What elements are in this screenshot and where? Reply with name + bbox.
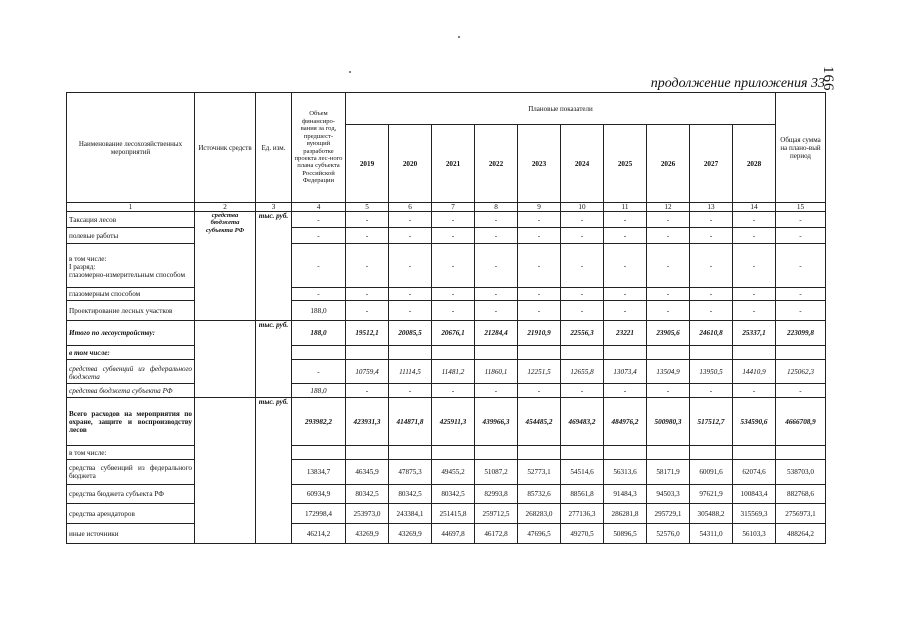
- value-cell: 277136,3: [561, 504, 604, 524]
- value-cell: -: [432, 212, 475, 228]
- value-cell: -: [690, 301, 733, 321]
- value-cell: 13073,4: [604, 360, 647, 384]
- value-cell: -: [604, 212, 647, 228]
- value-cell: -: [292, 228, 346, 244]
- header-year: 2022: [475, 125, 518, 203]
- value-cell: 488264,2: [776, 524, 826, 544]
- header-year: 2024: [561, 125, 604, 203]
- table-row: [67, 384, 826, 398]
- value-cell: [292, 446, 346, 460]
- value-cell: -: [432, 288, 475, 301]
- header-year: 2019: [346, 125, 389, 203]
- value-cell: -: [776, 212, 826, 228]
- source-cell: средства бюджета субъекта РФ: [195, 212, 256, 321]
- value-cell: 425911,3: [432, 398, 475, 446]
- value-cell: [690, 346, 733, 360]
- value-cell: 60091,6: [690, 460, 733, 485]
- value-cell: [389, 346, 432, 360]
- value-cell: -: [389, 244, 432, 288]
- value-cell: 52576,0: [647, 524, 690, 544]
- table-row: [67, 244, 826, 288]
- column-number: 12: [647, 203, 690, 212]
- value-cell: -: [561, 384, 604, 398]
- row-name: Проектирование лесных участков: [67, 301, 195, 321]
- scan-speck: [458, 36, 460, 38]
- header-year: 2027: [690, 125, 733, 203]
- value-cell: 295729,1: [647, 504, 690, 524]
- column-number: 8: [475, 203, 518, 212]
- header-year: 2028: [733, 125, 776, 203]
- value-cell: -: [518, 212, 561, 228]
- value-cell: [432, 346, 475, 360]
- table-row: [67, 524, 826, 544]
- value-cell: -: [432, 244, 475, 288]
- value-cell: 51087,2: [475, 460, 518, 485]
- header-unit: Ед. изм.: [256, 93, 292, 203]
- value-cell: 47696,5: [518, 524, 561, 544]
- value-cell: 305488,2: [690, 504, 733, 524]
- row-name: средства арендаторов: [67, 504, 195, 524]
- value-cell: 21284,4: [475, 321, 518, 346]
- value-cell: 4666708,9: [776, 398, 826, 446]
- value-cell: [389, 446, 432, 460]
- value-cell: 91484,3: [604, 485, 647, 504]
- header-planned: Плановые показатели: [346, 93, 776, 125]
- value-cell: 100843,4: [733, 485, 776, 504]
- value-cell: 80342,5: [389, 485, 432, 504]
- value-cell: 315569,3: [733, 504, 776, 524]
- value-cell: 188,0: [292, 321, 346, 346]
- value-cell: 2756973,1: [776, 504, 826, 524]
- value-cell: 11481,2: [432, 360, 475, 384]
- value-cell: -: [432, 228, 475, 244]
- scan-speck: [349, 71, 351, 73]
- value-cell: 13834,7: [292, 460, 346, 485]
- value-cell: 60934,9: [292, 485, 346, 504]
- column-number: 14: [733, 203, 776, 212]
- value-cell: [346, 346, 389, 360]
- value-cell: 46172,8: [475, 524, 518, 544]
- value-cell: 14410,9: [733, 360, 776, 384]
- value-cell: -: [647, 301, 690, 321]
- value-cell: -: [776, 244, 826, 288]
- value-cell: 43269,9: [389, 524, 432, 544]
- value-cell: 47875,3: [389, 460, 432, 485]
- table-row: [67, 288, 826, 301]
- row-name: средства субвенций из федерального бюджета: [67, 360, 195, 384]
- header-year: 2025: [604, 125, 647, 203]
- unit-cell: тыс. руб.: [256, 212, 292, 321]
- value-cell: -: [518, 228, 561, 244]
- value-cell: 243384,1: [389, 504, 432, 524]
- table-row: [67, 485, 826, 504]
- value-cell: -: [475, 301, 518, 321]
- value-cell: -: [389, 288, 432, 301]
- value-cell: [604, 346, 647, 360]
- value-cell: 414871,8: [389, 398, 432, 446]
- row-name: средства бюджета субъекта РФ: [67, 485, 195, 504]
- value-cell: [475, 446, 518, 460]
- value-cell: -: [346, 384, 389, 398]
- column-number: 7: [432, 203, 475, 212]
- value-cell: [776, 346, 826, 360]
- value-cell: -: [292, 212, 346, 228]
- value-cell: 500980,3: [647, 398, 690, 446]
- value-cell: -: [647, 288, 690, 301]
- column-number: 15: [776, 203, 826, 212]
- table-row: [67, 212, 826, 228]
- value-cell: 534590,6: [733, 398, 776, 446]
- value-cell: -: [690, 228, 733, 244]
- value-cell: -: [432, 384, 475, 398]
- value-cell: -: [292, 360, 346, 384]
- value-cell: 11114,5: [389, 360, 432, 384]
- value-cell: 439966,3: [475, 398, 518, 446]
- table-row: [67, 346, 826, 360]
- column-number: 1: [67, 203, 195, 212]
- value-cell: -: [475, 212, 518, 228]
- value-cell: 97621,9: [690, 485, 733, 504]
- value-cell: 56103,3: [733, 524, 776, 544]
- row-name: Всего расходов на мероприятия по охране, защите и воспроизводству лесов: [67, 398, 195, 446]
- value-cell: -: [346, 301, 389, 321]
- value-cell: -: [647, 228, 690, 244]
- table-row: [67, 301, 826, 321]
- value-cell: 423931,3: [346, 398, 389, 446]
- value-cell: -: [776, 384, 826, 398]
- value-cell: 80342,5: [346, 485, 389, 504]
- value-cell: -: [389, 212, 432, 228]
- value-cell: 20085,5: [389, 321, 432, 346]
- column-number: 3: [256, 203, 292, 212]
- value-cell: -: [561, 301, 604, 321]
- value-cell: 172998,4: [292, 504, 346, 524]
- value-cell: -: [518, 288, 561, 301]
- value-cell: -: [346, 228, 389, 244]
- table-row: [67, 446, 826, 460]
- unit-cell: тыс. руб.: [256, 321, 292, 398]
- value-cell: -: [647, 244, 690, 288]
- row-name: в том числе:: [67, 446, 195, 460]
- column-number: 5: [346, 203, 389, 212]
- value-cell: -: [475, 244, 518, 288]
- value-cell: -: [475, 288, 518, 301]
- value-cell: -: [733, 212, 776, 228]
- row-name: Итого по лесоустройству:: [67, 321, 195, 346]
- header-volume: Объем финансиро-вания за год, предшест-вующий разработке проекта лес-ного плана субъекта Российской Федерации: [292, 93, 346, 203]
- value-cell: -: [604, 228, 647, 244]
- value-cell: -: [604, 384, 647, 398]
- value-cell: -: [733, 244, 776, 288]
- value-cell: 85732,6: [518, 485, 561, 504]
- value-cell: -: [346, 288, 389, 301]
- column-number: 10: [561, 203, 604, 212]
- value-cell: [733, 446, 776, 460]
- value-cell: 125062,3: [776, 360, 826, 384]
- value-cell: 46214,2: [292, 524, 346, 544]
- value-cell: -: [647, 212, 690, 228]
- value-cell: [647, 346, 690, 360]
- value-cell: [432, 446, 475, 460]
- header-name: Наименование лесохозяйственных мероприятий: [67, 93, 195, 203]
- value-cell: 25337,1: [733, 321, 776, 346]
- value-cell: 469483,2: [561, 398, 604, 446]
- column-number: 6: [389, 203, 432, 212]
- value-cell: 538703,0: [776, 460, 826, 485]
- value-cell: -: [389, 384, 432, 398]
- value-cell: 21910,9: [518, 321, 561, 346]
- value-cell: -: [292, 244, 346, 288]
- value-cell: 268283,0: [518, 504, 561, 524]
- value-cell: 454485,2: [518, 398, 561, 446]
- value-cell: 19512,1: [346, 321, 389, 346]
- column-number: 13: [690, 203, 733, 212]
- value-cell: 54311,0: [690, 524, 733, 544]
- value-cell: 517512,7: [690, 398, 733, 446]
- header-year: 2026: [647, 125, 690, 203]
- value-cell: 44697,8: [432, 524, 475, 544]
- table-row: [67, 398, 826, 446]
- row-name: глазомерным способом: [67, 288, 195, 301]
- value-cell: 253973,0: [346, 504, 389, 524]
- value-cell: -: [604, 301, 647, 321]
- table-row: [67, 504, 826, 524]
- column-number: 11: [604, 203, 647, 212]
- value-cell: -: [690, 288, 733, 301]
- row-name: в том числе: I разряд: глазомерно-измерительным способом: [67, 244, 195, 288]
- value-cell: 49455,2: [432, 460, 475, 485]
- value-cell: 13504,9: [647, 360, 690, 384]
- appendix-caption: продолжение приложения 33: [650, 76, 825, 91]
- value-cell: -: [604, 244, 647, 288]
- row-name: в том числе:: [67, 346, 195, 360]
- value-cell: -: [733, 384, 776, 398]
- value-cell: 94503,3: [647, 485, 690, 504]
- financing-table: [66, 92, 826, 544]
- table-row: [67, 228, 826, 244]
- value-cell: [518, 446, 561, 460]
- unit-cell: тыс. руб.: [256, 398, 292, 544]
- column-number: 4: [292, 203, 346, 212]
- value-cell: 223099,8: [776, 321, 826, 346]
- value-cell: 11860,1: [475, 360, 518, 384]
- row-name: средства субвенций из федерального бюджета: [67, 460, 195, 485]
- column-number: 2: [195, 203, 256, 212]
- value-cell: 20676,1: [432, 321, 475, 346]
- column-number: 9: [518, 203, 561, 212]
- value-cell: 82993,8: [475, 485, 518, 504]
- value-cell: 484976,2: [604, 398, 647, 446]
- value-cell: 24610,8: [690, 321, 733, 346]
- table-row: [67, 321, 826, 346]
- value-cell: -: [389, 228, 432, 244]
- row-name: иные источники: [67, 524, 195, 544]
- header-source: Источник средств: [195, 93, 256, 203]
- value-cell: 22556,3: [561, 321, 604, 346]
- value-cell: 80342,5: [432, 485, 475, 504]
- value-cell: -: [690, 384, 733, 398]
- value-cell: -: [389, 301, 432, 321]
- value-cell: 286281,8: [604, 504, 647, 524]
- value-cell: -: [733, 288, 776, 301]
- value-cell: -: [475, 384, 518, 398]
- value-cell: -: [346, 244, 389, 288]
- value-cell: [690, 446, 733, 460]
- value-cell: -: [561, 288, 604, 301]
- value-cell: [604, 446, 647, 460]
- value-cell: -: [733, 228, 776, 244]
- value-cell: [561, 346, 604, 360]
- value-cell: [647, 446, 690, 460]
- value-cell: [776, 446, 826, 460]
- page-number: 166: [820, 66, 836, 92]
- row-name: полевые работы: [67, 228, 195, 244]
- value-cell: [475, 346, 518, 360]
- value-cell: 882768,6: [776, 485, 826, 504]
- value-cell: [292, 346, 346, 360]
- value-cell: -: [518, 244, 561, 288]
- value-cell: 10759,4: [346, 360, 389, 384]
- header-year: 2021: [432, 125, 475, 203]
- value-cell: 49270,5: [561, 524, 604, 544]
- value-cell: -: [518, 384, 561, 398]
- table-row: [67, 360, 826, 384]
- value-cell: 58171,9: [647, 460, 690, 485]
- row-name: Таксация лесов: [67, 212, 195, 228]
- source-cell-empty: [195, 398, 256, 544]
- value-cell: -: [346, 212, 389, 228]
- value-cell: -: [561, 212, 604, 228]
- value-cell: -: [776, 228, 826, 244]
- value-cell: 56313,6: [604, 460, 647, 485]
- value-cell: 188,0: [292, 301, 346, 321]
- value-cell: -: [690, 212, 733, 228]
- value-cell: [561, 446, 604, 460]
- value-cell: 12251,5: [518, 360, 561, 384]
- header-year: 2020: [389, 125, 432, 203]
- value-cell: 62074,6: [733, 460, 776, 485]
- table-row: [67, 460, 826, 485]
- value-cell: 43269,9: [346, 524, 389, 544]
- value-cell: -: [690, 244, 733, 288]
- value-cell: 188,0: [292, 384, 346, 398]
- value-cell: 50896,5: [604, 524, 647, 544]
- row-name: средства бюджета субъекта РФ: [67, 384, 195, 398]
- value-cell: -: [776, 288, 826, 301]
- value-cell: 13950,5: [690, 360, 733, 384]
- value-cell: 46345,9: [346, 460, 389, 485]
- value-cell: 54514,6: [561, 460, 604, 485]
- value-cell: -: [432, 301, 475, 321]
- value-cell: [733, 346, 776, 360]
- value-cell: 12655,8: [561, 360, 604, 384]
- value-cell: 88561,8: [561, 485, 604, 504]
- value-cell: 251415,8: [432, 504, 475, 524]
- header-year: 2023: [518, 125, 561, 203]
- header-total: Общая сумма на плано-вый период: [776, 93, 826, 203]
- value-cell: -: [733, 301, 776, 321]
- value-cell: 23905,6: [647, 321, 690, 346]
- value-cell: -: [604, 288, 647, 301]
- value-cell: -: [561, 228, 604, 244]
- value-cell: 52773,1: [518, 460, 561, 485]
- value-cell: -: [475, 228, 518, 244]
- value-cell: 259712,5: [475, 504, 518, 524]
- value-cell: 23221: [604, 321, 647, 346]
- value-cell: -: [292, 288, 346, 301]
- value-cell: 293982,2: [292, 398, 346, 446]
- value-cell: -: [561, 244, 604, 288]
- value-cell: [518, 346, 561, 360]
- value-cell: -: [518, 301, 561, 321]
- value-cell: [346, 446, 389, 460]
- value-cell: -: [776, 301, 826, 321]
- source-cell-empty: [195, 321, 256, 398]
- value-cell: -: [647, 384, 690, 398]
